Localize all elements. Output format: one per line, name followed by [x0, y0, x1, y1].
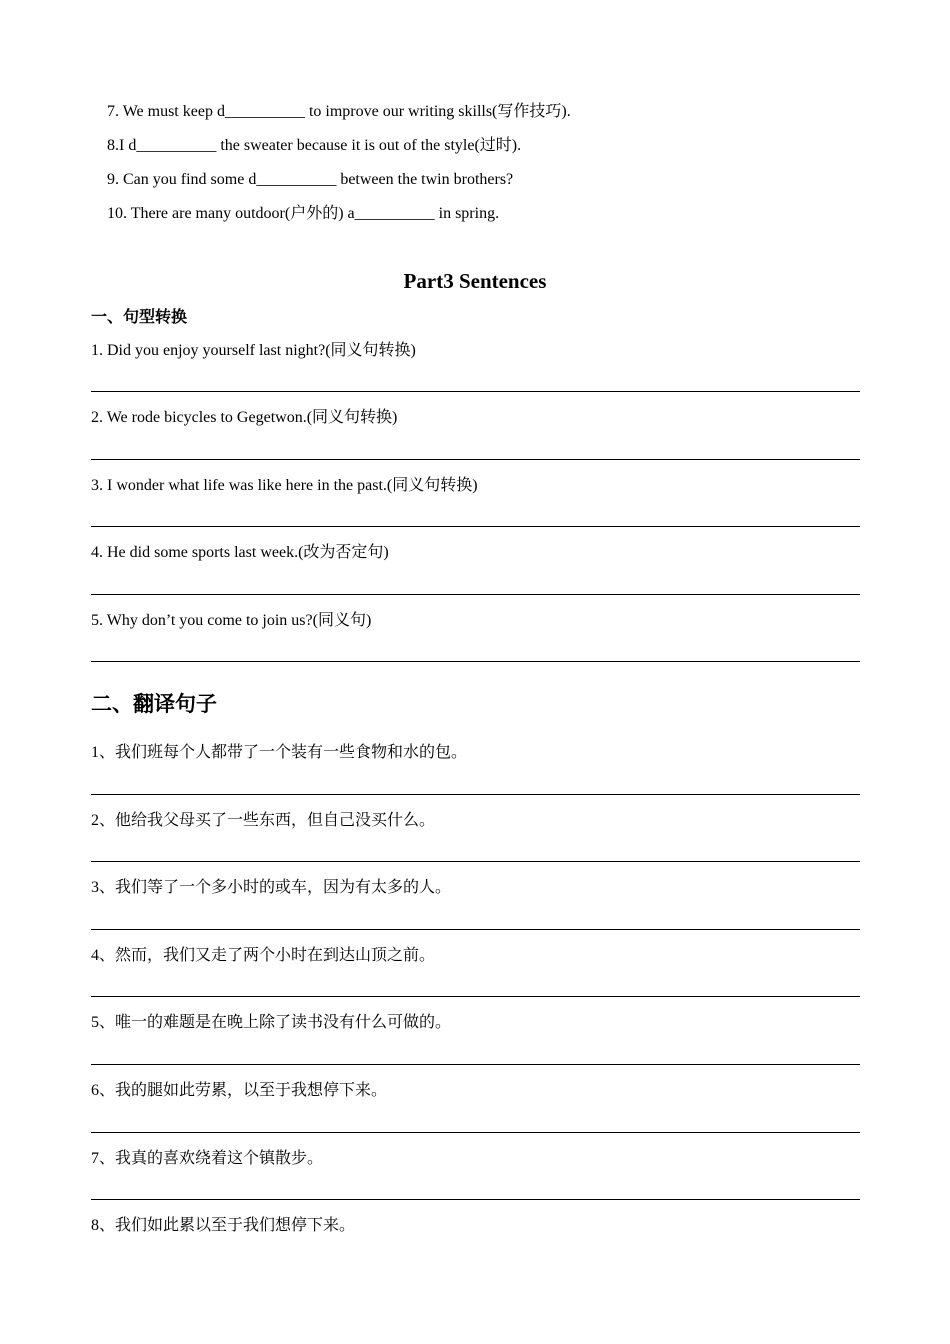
question-item: 1. Did you enjoy yourself last night?(同义句转换) — [91, 342, 416, 359]
answer-line[interactable] — [91, 996, 860, 997]
answer-line[interactable] — [91, 661, 860, 662]
fill-blank-item: 8.I d__________ the sweater because it is out of the style(过时). — [107, 137, 522, 154]
question-item: 5. Why don’t you come to join us?(同义句) — [91, 612, 372, 629]
answer-line[interactable] — [91, 1199, 860, 1200]
question-item: 3. I wonder what life was like here in the past.(同义句转换) — [91, 477, 478, 494]
part-title: Part3 Sentences — [403, 269, 547, 293]
answer-line[interactable] — [91, 594, 860, 595]
question-item: 4. He did some sports last week.(改为否定句) — [91, 544, 389, 561]
section-heading-translation: 二、翻译句子 — [91, 692, 217, 716]
question-item: 8、我们如此累以至于我们想停下来。 — [91, 1217, 356, 1234]
question-item: 6、我的腿如此劳累，以至于我想停下来。 — [91, 1082, 388, 1099]
question-item: 1、我们班每个人都带了一个装有一些食物和水的包。 — [91, 744, 468, 761]
answer-line[interactable] — [91, 459, 860, 460]
question-item: 5、唯一的难题是在晚上除了读书没有什么可做的。 — [91, 1014, 452, 1031]
fill-blank-item: 7. We must keep d__________ to improve our writing skills(写作技巧). — [107, 103, 571, 120]
fill-blank-item: 9. Can you find some d__________ between the twin brothers? — [107, 171, 514, 188]
answer-line[interactable] — [91, 391, 860, 392]
answer-line[interactable] — [91, 861, 860, 862]
question-item: 2、他给我父母买了一些东西，但自己没买什么。 — [91, 812, 436, 829]
question-item: 2. We rode bicycles to Gegetwon.(同义句转换) — [91, 409, 398, 426]
answer-line[interactable] — [91, 526, 860, 527]
answer-line[interactable] — [91, 1064, 860, 1065]
question-item: 7、我真的喜欢绕着这个镇散步。 — [91, 1150, 324, 1167]
fill-blank-item: 10. There are many outdoor(户外的) a__________ in spring. — [107, 205, 500, 222]
answer-line[interactable] — [91, 794, 860, 795]
section-heading-transformation: 一、句型转换 — [91, 307, 188, 326]
question-item: 3、我们等了一个多小时的或车，因为有太多的人。 — [91, 879, 452, 896]
question-item: 4、然而，我们又走了两个小时在到达山顶之前。 — [91, 947, 436, 964]
answer-line[interactable] — [91, 1132, 860, 1133]
answer-line[interactable] — [91, 929, 860, 930]
